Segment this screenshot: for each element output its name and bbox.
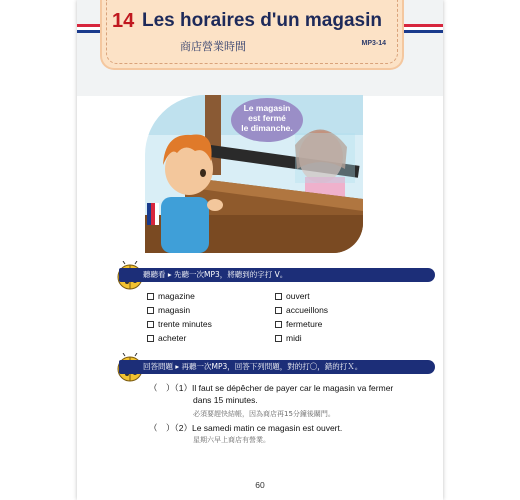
question-2 bbox=[149, 422, 342, 434]
lesson-title: Les horaires d'un magasin bbox=[142, 10, 382, 31]
checkbox[interactable] bbox=[275, 321, 282, 328]
lesson-subtitle: 商店營業時間 bbox=[180, 40, 246, 53]
checkbox[interactable] bbox=[147, 321, 154, 328]
listening-item-ouvert[interactable]: ouvert bbox=[275, 291, 310, 301]
speech-bubble-line-3: le dimanche. bbox=[241, 123, 293, 133]
questions-section-header: 回答問題 ▸ 再聽一次MP3，回答下列問題，對的打〇，錯的打Ｘ。 bbox=[119, 360, 435, 374]
question-1-text-continued: dans 15 minutes. bbox=[193, 395, 258, 405]
listening-item-trente-minutes[interactable]: trente minutes bbox=[147, 319, 212, 329]
title-banner bbox=[100, 0, 404, 70]
speech-bubble bbox=[231, 98, 303, 142]
checkbox[interactable] bbox=[275, 335, 282, 342]
question-2-translation: 星期六早上商店有營業。 bbox=[193, 436, 270, 444]
listening-item-midi[interactable]: midi bbox=[275, 333, 302, 343]
listening-item-fermeture[interactable]: fermeture bbox=[275, 319, 322, 329]
audio-track-code: MP3-14 bbox=[361, 40, 386, 47]
speech-bubble-line-1: Le magasin bbox=[243, 103, 291, 113]
checkbox[interactable] bbox=[275, 307, 282, 314]
question-1-answer-blank[interactable]: （ ）（1） bbox=[149, 383, 192, 393]
listening-section-header: 聽聽看 ▸ 先聽一次MP3，將聽到的字打 V。 bbox=[119, 268, 435, 282]
question-1-translation: 必須要趕快結帳，因為商店再15分鐘後關門。 bbox=[193, 410, 335, 418]
listening-item-magasin[interactable]: magasin bbox=[147, 305, 190, 315]
lesson-number: 14 bbox=[112, 10, 135, 32]
checkbox[interactable] bbox=[147, 307, 154, 314]
question-2-text: Le samedi matin ce magasin est ouvert. bbox=[191, 423, 343, 433]
listening-item-magazine[interactable]: magazine bbox=[147, 291, 195, 301]
listening-item-accueillons[interactable]: accueillons bbox=[275, 305, 328, 315]
question-1-text: Il faut se dépêcher de payer car le magasin va fermer bbox=[191, 383, 394, 393]
question-1 bbox=[149, 382, 393, 394]
speech-bubble-line-2: est fermé bbox=[248, 113, 286, 123]
checkbox[interactable] bbox=[275, 293, 282, 300]
page-number: 60 bbox=[255, 480, 265, 490]
checkbox[interactable] bbox=[147, 293, 154, 300]
question-2-answer-blank[interactable]: （ ）（2） bbox=[149, 423, 192, 433]
listening-item-acheter[interactable]: acheter bbox=[147, 333, 186, 343]
textbook-page bbox=[77, 0, 443, 500]
checkbox[interactable] bbox=[147, 335, 154, 342]
